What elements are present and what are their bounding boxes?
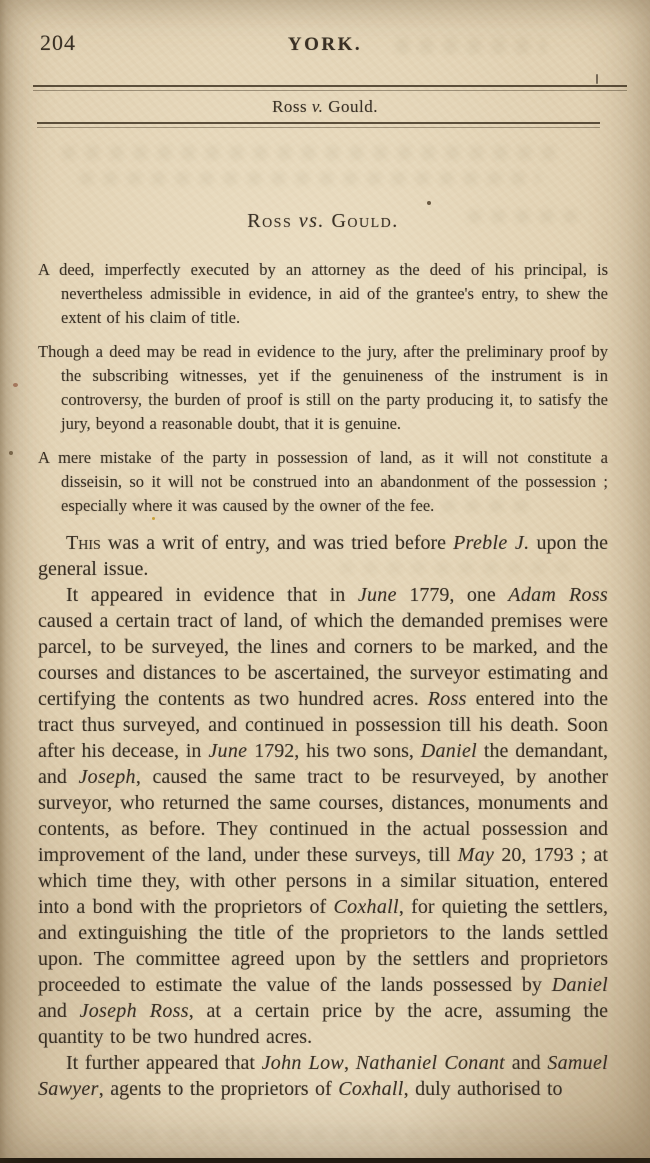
paper-speck	[427, 201, 431, 205]
running-head-defendant: Gould.	[328, 97, 378, 116]
running-head-versus: v.	[311, 97, 324, 116]
paragraph-text: It further appeared that John Low, Nathaniel Conant and Samuel Sawyer, agents to the proprietors of Coxhall, duly authorised to	[38, 1052, 608, 1100]
case-title	[38, 208, 608, 234]
case-title-plaintiff: Ross	[247, 210, 293, 232]
headnote-deed-admissible: A deed, imperfectly executed by an attorney as the deed of his principal, is nevertheless admissible in evidence, in aid of the grantee's entry, to shew the extent of his claim of title.	[38, 260, 608, 327]
ink-bleedthrough-mark	[80, 172, 540, 185]
case-statement	[38, 530, 608, 1102]
paragraph-text: It appeared in evidence that in June 1779, one Adam Ross caused a certain tract of land, of which the demanded premises were parcel, to be surveyed, the lines and corners to be marked, and the courses and distances to be ascertained, the surveyor estimating and certifying the contents as two hundred acres. Ross entered into the tract thus surveyed, and continued in possession till his death. Soon after his decease, in June 1792, his two sons, Daniel the demandant, and Joseph, caused the same tract to be resurveyed, by another surveyor, who returned the same courses, distances, monuments and contents, as before. They continued in the actual possession and improvement of the land, under these surveys, till May 20, 1793 ; at which time they, with other persons in a similar situation, entered into a bond with the proprietors of Coxhall, for quieting the settlers, and extinguishing the title of the proprietors to the lands settled upon. The committee agreed upon by the settlers and proprietors proceeded to estimate the value of the lands possessed by Daniel and Joseph Ross, at a certain price by the acre, assuming the quantity to be two hundred acres.	[38, 584, 608, 1048]
running-header	[0, 0, 650, 58]
ink-bleedthrough-mark	[62, 146, 562, 160]
horizontal-rule-top	[33, 85, 627, 91]
body-paragraph-evidence-survey	[38, 582, 608, 1050]
paper-speck	[596, 74, 598, 84]
running-title: YORK.	[287, 34, 363, 55]
case-title-versus: vs.	[298, 210, 325, 232]
ink-bleedthrough-mark	[120, 1128, 500, 1140]
headnote-mistake-possession: A mere mistake of the party in possession of land, as it will not constitute a disseisin, so it will not be construed into an abandonment of the possession ; especially where it was caused by the owner of the fee.	[38, 448, 608, 515]
running-head-case-name	[0, 96, 650, 118]
page-body	[0, 208, 650, 1102]
body-paragraph-writ-of-entry	[38, 530, 608, 582]
horizontal-rule-bottom	[37, 122, 600, 128]
paragraph-text: was a writ of entry, and was tried before Preble J. upon the general issue.	[38, 532, 609, 580]
page-number: 204	[40, 30, 76, 55]
scan-edge	[0, 1158, 650, 1163]
body-paragraph-agents	[38, 1050, 608, 1102]
case-title-defendant: Gould.	[331, 210, 399, 232]
headnotes	[38, 258, 608, 518]
paragraph-lead-word: This	[66, 532, 101, 554]
running-head-plaintiff: Ross	[272, 97, 308, 116]
headnote-burden-of-proof: Though a deed may be read in evidence to the jury, after the preliminary proof by the subscribing witnesses, yet if the genuineness of the instrument is in controversy, the burden of proof is still on the party producing it, to satisfy the jury, beyond a reasonable doubt, that it is genuine.	[38, 342, 608, 433]
